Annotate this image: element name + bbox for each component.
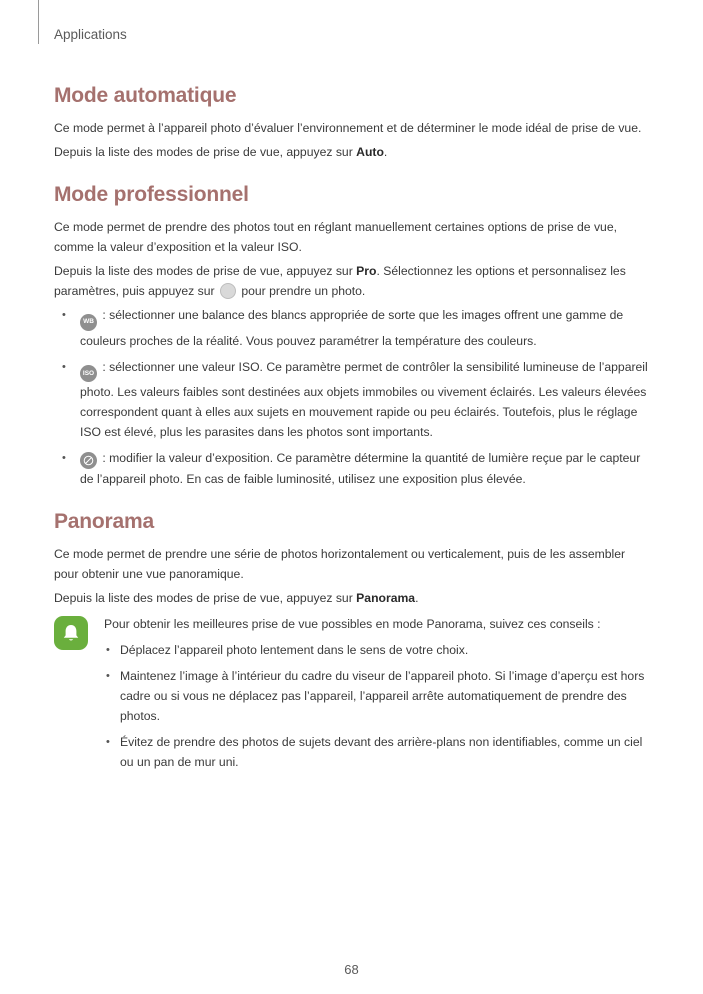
panorama-instruction-end: . <box>415 591 419 605</box>
panorama-instruction <box>54 588 650 608</box>
pro-instruction-end: pour prendre un photo. <box>237 284 366 298</box>
pro-option-text: : sélectionner une balance des blancs appropriée de sorte que les images offrent une gamme de couleurs proches de la réalité. Vous pouvez paramétrer la température des couleurs. <box>80 308 624 348</box>
panorama-mode-name: Panorama <box>356 591 416 605</box>
tip-item: • Déplacez l’appareil photo lentement dans le sens de votre choix. <box>120 640 650 660</box>
white-balance-icon: WB <box>80 314 97 331</box>
section-pro <box>54 181 650 489</box>
pro-option-white-balance <box>80 305 650 351</box>
page-number: 68 <box>344 962 359 977</box>
header-divider <box>38 0 39 44</box>
panorama-instruction-text: Depuis la liste des modes de prise de vue, appuyez sur <box>54 591 357 605</box>
pro-instruction-text: Depuis la liste des modes de prise de vue, appuyez sur <box>54 264 357 278</box>
tip-intro: Pour obtenir les meilleures prise de vue possibles en mode Panorama, suivez ces conseils : <box>104 617 601 631</box>
tip-item: • Maintenez l’image à l’intérieur du cadre du viseur de l’appareil photo. Si l’image d’aperçu est hors cadre ou si vous ne déplacez pas l’appareil, l’appareil arrête automatiquement de prendre des photos. <box>120 666 650 726</box>
section-title-panorama: Panorama <box>54 510 154 533</box>
auto-instruction-text: Depuis la liste des modes de prise de vue, appuyez sur <box>54 145 357 159</box>
header-section-title: Applications <box>54 27 127 42</box>
tip-list <box>104 640 650 772</box>
section-auto <box>54 82 650 162</box>
exposure-icon <box>80 452 97 469</box>
section-panorama <box>54 508 650 772</box>
panorama-description: Ce mode permet de prendre une série de photos horizontalement ou verticalement, puis de les assembler pour obtenir une vue panoramique. <box>54 547 626 581</box>
section-title-pro: Mode professionnel <box>54 183 249 206</box>
tip-box <box>54 614 650 772</box>
section-title-auto: Mode automatique <box>54 84 237 107</box>
pro-description: Ce mode permet de prendre des photos tout en réglant manuellement certaines options de prise de vue, comme la valeur d’exposition et la valeur ISO. <box>54 220 617 254</box>
shutter-button-icon <box>220 283 236 299</box>
pro-mode-name: Pro <box>356 264 377 278</box>
pro-options-list <box>54 305 650 489</box>
pro-option-exposure <box>80 448 650 489</box>
pro-instruction <box>54 261 650 301</box>
pro-option-text: : sélectionner une valeur ISO. Ce paramètre permet de contrôler la sensibilité lumineuse de l’appareil photo. Les valeurs faibles sont destinées aux objets immobiles ou vivement éclairés. Les valeurs élevées correspondent quant à elles aux sujets en mouvement rapide ou peu éclairés. Toutefois, plus le réglage ISO est élevé, plus les parasites dans les photos sont importants. <box>80 359 648 439</box>
pro-instruction-mid: . Sélectionnez les options et personnalisez les paramètres, puis appuyez sur <box>54 264 626 298</box>
pro-option-text: : modifier la valeur d’exposition. Ce paramètre détermine la quantité de lumière reçue par le capteur de l’appareil photo. En cas de faible luminosité, utilisez une exposition plus élevée. <box>80 451 641 486</box>
page-content <box>54 82 650 791</box>
auto-description: Ce mode permet à l’appareil photo d’évaluer l’environnement et de déterminer le mode idéal de prise de vue. <box>54 121 642 135</box>
bell-icon <box>54 616 88 650</box>
auto-instruction <box>54 142 650 162</box>
auto-mode-name: Auto <box>356 145 384 159</box>
tip-item: • Évitez de prendre des photos de sujets devant des arrière-plans non identifiables, comme un ciel ou un pan de mur uni. <box>120 732 650 772</box>
pro-option-iso <box>80 357 650 443</box>
iso-icon: ISO <box>80 365 97 382</box>
auto-instruction-end: . <box>383 145 388 159</box>
